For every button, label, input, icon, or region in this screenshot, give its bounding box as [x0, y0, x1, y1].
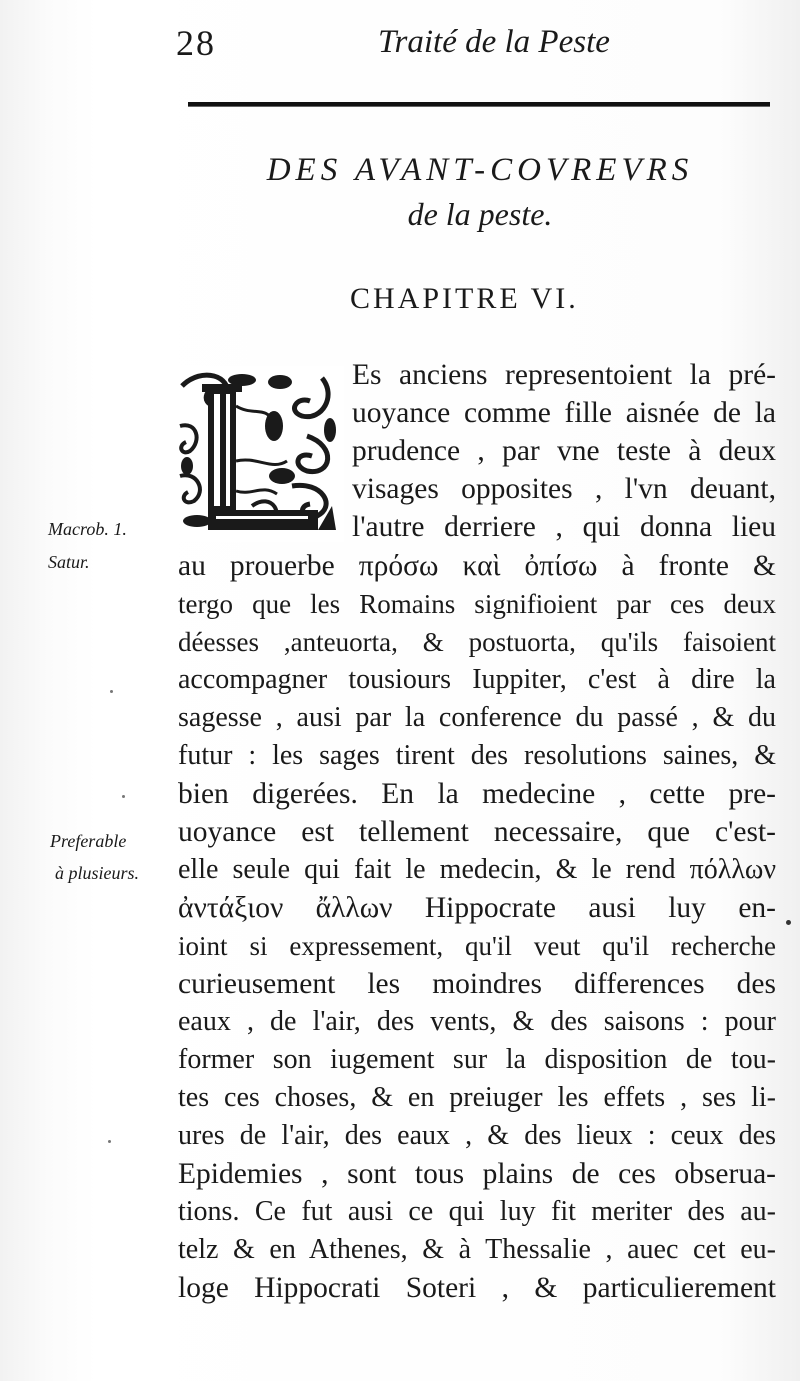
text-line-6: au prouerbe πρόσω καὶ ὀπίσω à fronte & — [178, 550, 776, 582]
text-line-8: déesses ,anteuorta, & postuorta, qu'ils faisoient — [178, 627, 776, 657]
decorative-initial — [172, 366, 344, 542]
paper-speck — [786, 920, 791, 925]
text-line-4: visages opposites , l'vn deuant, — [352, 473, 776, 505]
text-line-13: uoyance est tellement necessaire, que c'est- — [178, 816, 776, 848]
text-line-17: curieusement les moindres differences des — [178, 968, 776, 1000]
page-header — [160, 18, 770, 68]
chapter-heading: CHAPITRE VI. — [350, 282, 579, 315]
text-line-10: sagesse , ausi par la conference du passé , & du — [178, 702, 776, 733]
text-line-9: accompagner tousiours Iuppiter, c'est à dire la — [178, 664, 776, 695]
paper-speck — [108, 1140, 111, 1143]
text-line-24: telz & en Athenes, & à Thessalie , auec cet eu- — [178, 1234, 776, 1265]
floral-initial-icon — [172, 366, 344, 542]
section-title-line-2: de la peste. — [407, 196, 553, 232]
text-line-21: ures de l'air, des eaux , & des lieux : ceux des — [178, 1120, 776, 1151]
text-line-1: Es anciens representoient la pré- — [352, 359, 776, 391]
text-line-22: Epidemies , sont tous plains de ces obserua- — [178, 1158, 776, 1190]
section-title-line-1: DES AVANT-COVREVRS — [266, 152, 694, 188]
text-line-16: ioint si expressement, qu'il veut qu'il recherche — [178, 931, 776, 961]
paper-speck — [110, 690, 113, 693]
paper-speck — [122, 795, 125, 798]
text-line-7: tergo que les Romains signifioient par ces deux — [178, 589, 776, 619]
text-line-14: elle seule qui fait le medecin, & le rend πόλλων — [178, 854, 776, 885]
section-title — [185, 150, 775, 234]
header-rule — [188, 102, 770, 107]
margin-note-plusieurs: à plusieurs. — [55, 863, 140, 883]
text-line-15: ἀντάξιον ἄλλων Hippocrate ausi luy en- — [178, 892, 776, 924]
text-line-3: prudence , par vne teste à deux — [352, 435, 776, 467]
margin-note-preferable: Preferable — [50, 831, 127, 851]
text-line-11: futur : les sages tirent des resolutions saines, & — [178, 740, 776, 771]
text-line-2: uoyance comme fille aisnée de la — [352, 397, 776, 429]
running-title: Traité de la Peste — [378, 24, 610, 60]
text-line-18: eaux , de l'air, des vents, & des saisons : pour — [178, 1006, 776, 1037]
text-line-19: former son iugement sur la disposition de tou- — [178, 1044, 776, 1075]
margin-note-satur: Satur. — [48, 552, 90, 572]
text-line-12: bien digerées. En la medecine , cette pre- — [178, 778, 776, 810]
text-line-25: loge Hippocrati Soteri , & particulierement — [178, 1272, 776, 1304]
text-line-20: tes ces choses, & en preiuger les effets , ses li- — [178, 1082, 776, 1113]
text-line-5: l'autre derriere , qui donna lieu — [352, 511, 776, 543]
page-number: 28 — [176, 23, 216, 63]
text-line-23: tions. Ce fut ausi ce qui luy fit meriter des au- — [178, 1196, 776, 1227]
margin-note-macrob: Macrob. 1. — [48, 519, 127, 539]
